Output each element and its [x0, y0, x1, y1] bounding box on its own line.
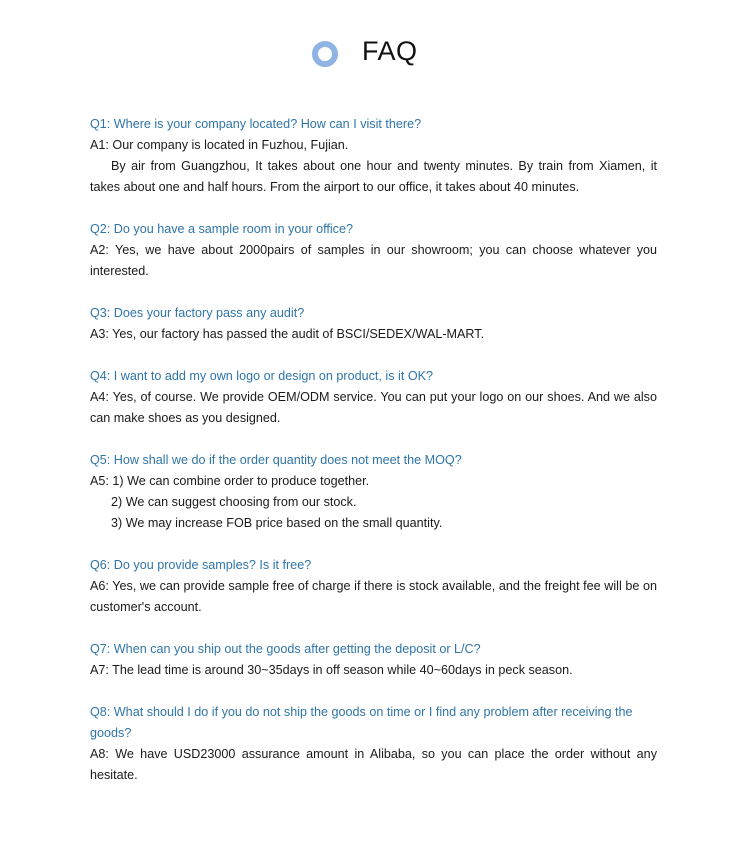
question: Q2: Do you have a sample room in your office?: [90, 222, 353, 236]
faq-item-3: [90, 303, 657, 345]
answer: A5: 1) We can combine order to produce together.: [90, 474, 370, 488]
faq-item-8: [90, 702, 657, 786]
faq-item-6: [90, 555, 657, 618]
question: Q4: I want to add my own logo or design on product, is it OK?: [90, 369, 434, 383]
answer-point-3: 3) We may increase FOB price based on the small quantity.: [111, 516, 443, 530]
faq-item-2: [90, 219, 657, 282]
question: Q5: How shall we do if the order quantity does not meet the MOQ?: [90, 453, 462, 467]
page-title: FAQ: [362, 36, 418, 66]
faq-item-5: [90, 450, 657, 534]
question: Q6: Do you provide samples? Is it free?: [90, 558, 312, 572]
question: Q7: When can you ship out the goods after getting the deposit or L/C?: [90, 642, 481, 656]
faq-header: [0, 30, 750, 80]
faq-item-1: [90, 114, 657, 198]
faq-list: [90, 114, 657, 807]
answer: A6: Yes, we can provide sample free of charge if there is stock available, and the freight fee will be on customer's account.: [90, 579, 657, 614]
answer-point-2: 2) We can suggest choosing from our stock.: [111, 495, 357, 509]
answer-detail: By air from Guangzhou, It takes about one hour and twenty minutes. By train from Xiamen, it takes about one and half hours. From the airport to our office, it takes about 40 minutes.: [90, 159, 657, 194]
question: Q1: Where is your company located? How can I visit there?: [90, 117, 422, 131]
question: Q3: Does your factory pass any audit?: [90, 306, 305, 320]
answer: A3: Yes, our factory has passed the audit of BSCI/SEDEX/WAL-MART.: [90, 327, 485, 341]
answer: A2: Yes, we have about 2000pairs of samples in our showroom; you can choose whatever you interested.: [90, 243, 657, 278]
faq-item-7: [90, 639, 657, 681]
ring-icon: [312, 41, 338, 67]
answer: A4: Yes, of course. We provide OEM/ODM service. You can put your logo on our shoes. And we also can make shoes as you designed.: [90, 390, 657, 425]
answer: A1: Our company is located in Fuzhou, Fujian.: [90, 138, 349, 152]
faq-item-4: [90, 366, 657, 429]
answer: A8: We have USD23000 assurance amount in Alibaba, so you can place the order without any hesitate.: [90, 747, 657, 782]
question: Q8: What should I do if you do not ship the goods on time or I find any problem after receiving the goods?: [90, 705, 633, 740]
answer: A7: The lead time is around 30~35days in off season while 40~60days in peck season.: [90, 663, 573, 677]
